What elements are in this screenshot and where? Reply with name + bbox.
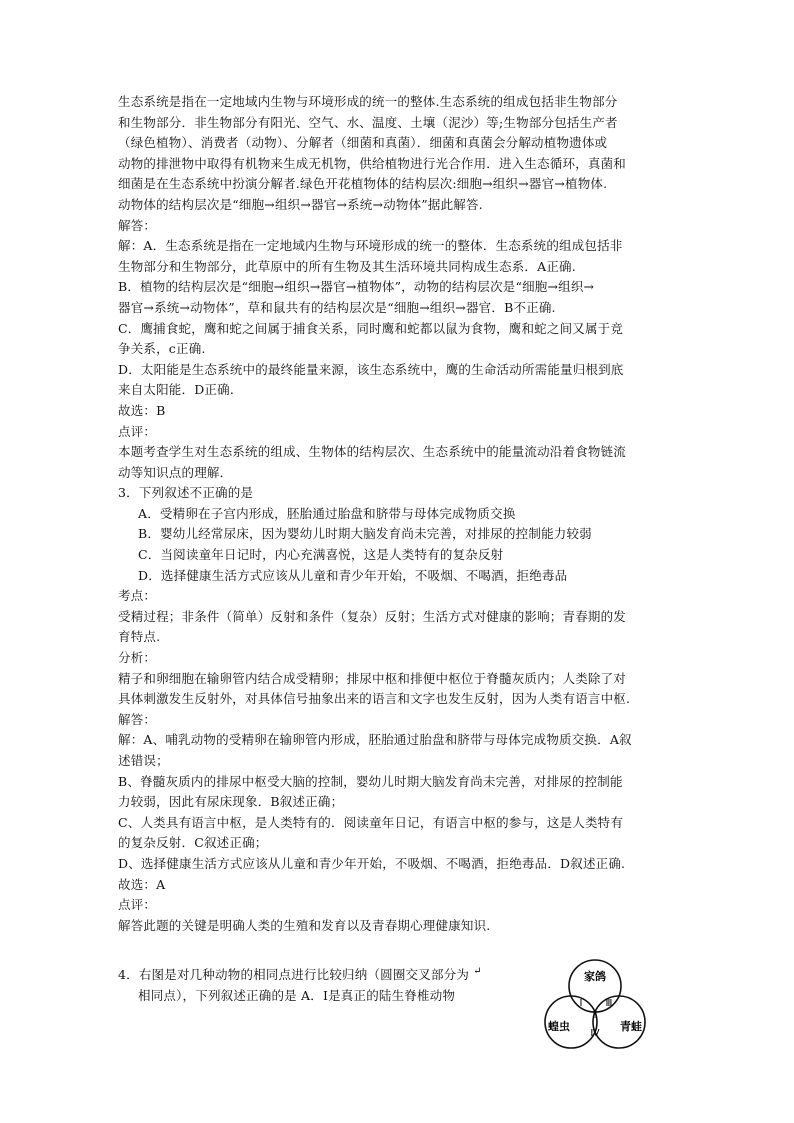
text-line: C．鹰捕食蛇，鹰和蛇之间属于捕食关系，同时鹰和蛇都以鼠为食物，鹰和蛇之间又属于竞 <box>118 320 624 336</box>
text-line: 细菌是在生态系统中扮演分解者.绿色开花植物体的结构层次:细胞→组织→器官→植物体. <box>118 176 608 192</box>
text-line: 本题考查学生对生态系统的组成、生物体的结构层次、生态系统中的能量流动沿着食物链流 <box>118 444 627 460</box>
text-line: 动物体的结构层次是“细胞→组织→器官→系统→动物体”据此解答. <box>118 196 483 212</box>
text-line: 解：A．生态系统是指在一定地域内生物与环境形成的统一的整体．生态系统的组成包括非 <box>118 238 623 254</box>
text-line: B．植物的结构层次是“细胞→组织→器官→植物体”，动物的结构层次是“细胞→组织→ <box>118 279 595 295</box>
text-line: D．太阳能是生态系统中的最终能量来源，该生态系统中，鹰的生命活动所需能量归根到底 <box>118 361 624 377</box>
text-line: D、选择健康生活方式应该从儿童和青少年开始，不吸烟、不喝酒，拒绝毒品．D叙述正确. <box>118 855 626 871</box>
text-line: 力较弱，因此有尿床现象．B叙述正确； <box>118 794 344 810</box>
text-line: D．选择健康生活方式应该从儿童和青少年开始，不吸烟、不喝酒，拒绝毒品 <box>138 567 568 583</box>
text-line: 育特点. <box>118 629 161 645</box>
question-4-line-2: 相同点），下列叙述正确的是 A．Ⅰ是真正的陆生脊椎动物 <box>138 987 456 1003</box>
venn-region-4: Ⅳ <box>590 1028 600 1039</box>
venn-label-frog: 青蛙 <box>620 1020 642 1033</box>
text-line: 故选：B <box>118 402 166 418</box>
text-line: 争关系，c正确. <box>118 341 206 357</box>
text-line: 受精过程；非条件（简单）反射和条件（复杂）反射；生活方式对健康的影响；青春期的发 <box>118 608 627 624</box>
text-line: 点评： <box>118 423 157 439</box>
text-line: 3．下列叙述不正确的是 <box>118 485 254 501</box>
text-line: 解答： <box>118 711 157 727</box>
text-line: 解答： <box>118 217 157 233</box>
text-line: B．婴幼儿经常尿床，因为婴幼儿时期大脑发育尚未完善，对排尿的控制能力较弱 <box>138 526 592 542</box>
text-line: （绿色植物）、消费者（动物）、分解者（细菌和真菌）．细菌和真菌会分解动植物遗体或 <box>118 135 608 151</box>
text-line: 故选：A <box>118 876 166 892</box>
text-line: C、人类具有语言中枢，是人类特有的．阅读童年日记，有语言中枢的参与，这是人类特有 <box>118 814 624 830</box>
text-line: 具体刺激发生反射外，对具体信号抽象出来的语言和文字也发生反射，因为人类有语言中枢. <box>118 691 631 707</box>
venn-diagram <box>535 958 655 1058</box>
text-line: 和生物部分．非生物部分有阳光、空气、水、温度、土壤（泥沙）等;生物部分包括生产者 <box>118 114 618 130</box>
venn-label-locust: 蝗虫 <box>548 1020 570 1033</box>
text-line: C．当阅读童年日记时，内心充满喜悦，这是人类特有的复杂反射 <box>138 547 504 563</box>
text-line: 分析： <box>118 650 157 666</box>
text-line: 解：A、哺乳动物的受精卵在输卵管内形成，胚胎通过胎盘和脐带与母体完成物质交换．A叙 <box>118 732 632 748</box>
text-line: 来自太阳能．D正确. <box>118 382 234 398</box>
question-4 <box>118 962 518 1006</box>
text-line: 生态系统是指在一定地域内生物与环境形成的统一的整体.生态系统的组成包括非生物部分 <box>118 94 618 109</box>
text-line: 精子和卵细胞在输卵管内结合成受精卵；排尿中枢和排便中枢位于脊髓灰质内；人类除了对 <box>118 670 627 686</box>
document-body <box>118 92 678 936</box>
text-line: B、脊髓灰质内的排尿中枢受大脑的控制，婴幼儿时期大脑发育尚未完善，对排尿的控制能 <box>118 773 623 789</box>
text-line: 述错误； <box>118 753 169 768</box>
return-mark-icon: ↵ <box>473 966 482 977</box>
text-line: 考点： <box>118 588 157 604</box>
text-line: 生物部分和生物部分，此草原中的所有生物及其生活环境共同构成生态系．A正确. <box>118 258 576 274</box>
venn-region-1: Ⅰ <box>579 998 583 1009</box>
venn-label-pigeon: 家鸽 <box>584 970 606 983</box>
text-line: 器官→系统→动物体”，草和鼠共有的结构层次是“细胞→组织→器官．B不正确. <box>118 299 556 315</box>
venn-circle-pigeon <box>569 960 621 1012</box>
text-line: 解答此题的关键是明确人类的生殖和发育以及青春期心理健康知识. <box>118 917 491 933</box>
text-line: 动等知识点的理解． <box>118 464 233 480</box>
venn-region-3: Ⅲ <box>605 998 613 1009</box>
question-4-line-1: 4．右图是对几种动物的相同点进行比较归纳（圆圈交叉部分为 ↵ <box>118 966 482 983</box>
text-line: A．受精卵在子宫内形成，胚胎通过胎盘和脐带与母体完成物质交换 <box>138 505 516 521</box>
text-line: 的复杂反射．C叙述正确； <box>118 835 268 851</box>
text-line: 点评： <box>118 897 157 913</box>
venn-region-2: Ⅱ <box>592 1010 598 1021</box>
text-line: 动物的排泄物中取得有机物来生成无机物，供给植物进行光合作用．进入生态循环，真菌和 <box>118 155 627 171</box>
